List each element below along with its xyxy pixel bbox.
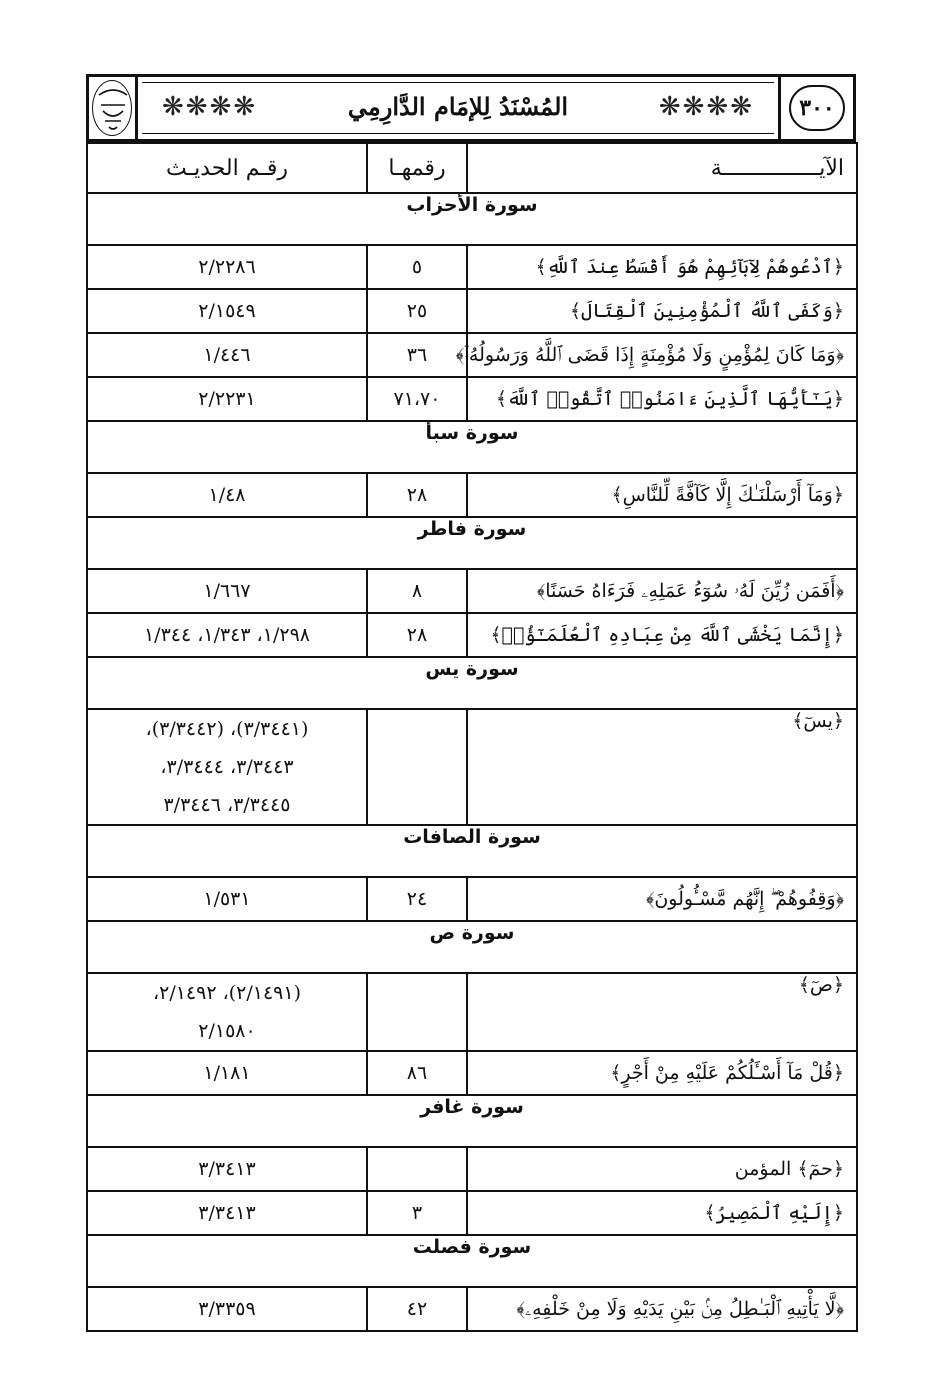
hadith-number-cell: ٣/٣٣٥٩ xyxy=(87,1287,367,1331)
ayah-number-cell: ٢٥ xyxy=(367,289,467,333)
ayah-number-cell xyxy=(367,1147,467,1191)
hadith-number-cell: ١/٦٦٧ xyxy=(87,569,367,613)
ayah-number-cell xyxy=(367,709,467,825)
table-row xyxy=(87,333,857,377)
hadith-number-cell: ٢/٢٢٣١ xyxy=(87,377,367,421)
table-row xyxy=(87,709,857,825)
logo-box xyxy=(86,74,138,142)
page-number-medallion xyxy=(789,85,845,131)
hadith-reference-line: ٣/٣٤٤٥، ٣/٣٤٤٦ xyxy=(163,794,291,816)
surah-heading-row xyxy=(87,517,857,569)
hadith-number-cell: ١/٤٤٦ xyxy=(87,333,367,377)
ayah-cell: ﴿وَكَفَى ٱللَّهُ ٱلْمُؤْمِنِينَ ٱلْقِتَالَ﴾ xyxy=(467,289,857,333)
ayah-number-cell: ٤٢ xyxy=(367,1287,467,1331)
table-row xyxy=(87,613,857,657)
ayah-number-cell: ٢٤ xyxy=(367,877,467,921)
surah-heading: سورة ص xyxy=(87,921,857,973)
ayah-cell: ﴿حمٓ﴾ المؤمن xyxy=(467,1147,857,1191)
surah-heading: سورة الصافات xyxy=(87,825,857,877)
hadith-number-cell: ٢/٢٢٨٦ xyxy=(87,245,367,289)
ayah-cell: ﴿لَّا يَأْتِيهِ ٱلْبَـٰطِلُ مِنۢ بَيْنِ يَدَيْهِ وَلَا مِنْ خَلْفِهِۦ﴾ xyxy=(467,1287,857,1331)
hadith-reference-line: ٣/٣٤٤٣، ٣/٣٤٤٤، xyxy=(160,756,294,778)
table-row xyxy=(87,877,857,921)
surah-heading-row xyxy=(87,1235,857,1287)
table-row xyxy=(87,473,857,517)
table-row xyxy=(87,569,857,613)
surah-heading: سورة الأحزاب xyxy=(87,193,857,245)
ayah-number-cell: ٧١،٧٠ xyxy=(367,377,467,421)
header-ayah: الآيـــــــــــــــة xyxy=(467,143,857,193)
running-title: المُسْنَدُ لِلإمَام الدَّارِمِي xyxy=(347,92,569,121)
ayah-cell: ﴿وَمَا كَانَ لِمُؤْمِنٍ وَلَا مُؤْمِنَةٍ إِذَا قَضَى ٱللَّهُ وَرَسُولُهُۥٓ﴾ xyxy=(467,333,857,377)
hadith-number-cell: ١/٢٩٨، ١/٣٤٣، ١/٣٤٤ xyxy=(87,613,367,657)
header-ayah-number: رقمهـا xyxy=(367,143,467,193)
hadith-reference-line: (٢/١٤٩١)، ٢/١٤٩٢، xyxy=(152,982,302,1004)
table-row xyxy=(87,1287,857,1331)
table-row xyxy=(87,1051,857,1095)
surah-heading-row xyxy=(87,1095,857,1147)
ayah-cell: ﴿وَمَآ أَرْسَلْنَـٰكَ إِلَّا كَآفَّةً لِّلنَّاسِ﴾ xyxy=(467,473,857,517)
hadith-number-cell xyxy=(87,709,367,825)
hadith-number-cell: ١/١٨١ xyxy=(87,1051,367,1095)
hadith-number-cell: ٣/٣٤١٣ xyxy=(87,1147,367,1191)
ayah-cell: ﴿أَفَمَن زُيِّنَ لَهُۥ سُوٓءُ عَمَلِهِۦ فَرَءَاهُ حَسَنًا﴾ xyxy=(467,569,857,613)
ayah-cell: ﴿إِنَّمَا يَخْشَى ٱللَّهَ مِنْ عِبَادِهِ ٱلْعُلَمَـٰٓؤُا۟﴾ xyxy=(467,613,857,657)
surah-heading: سورة فصلت xyxy=(87,1235,857,1287)
hadith-number-cell: ١/٥٣١ xyxy=(87,877,367,921)
ayah-number-cell: ٣٦ xyxy=(367,333,467,377)
ayah-cell: ﴿ٱدْعُوهُمْ لِآبَآئِهِمْ هُوَ أَقْسَطُ عِندَ ٱللَّهِ﴾ xyxy=(467,245,857,289)
table-row xyxy=(87,377,857,421)
header-title-band xyxy=(138,74,778,142)
ayah-number-cell: ٣ xyxy=(367,1191,467,1235)
page-number: ٣٠٠ xyxy=(799,95,835,121)
ayah-number-cell: ٥ xyxy=(367,245,467,289)
ayah-cell: ﴿يسٓ﴾ xyxy=(467,709,857,825)
ayah-cell: ﴿صٓ﴾ xyxy=(467,973,857,1051)
quran-verse-index-table xyxy=(86,142,858,1332)
table-row xyxy=(87,289,857,333)
surah-heading-row xyxy=(87,825,857,877)
surah-heading-row xyxy=(87,921,857,973)
hadith-number-cell: ١/٤٨ xyxy=(87,473,367,517)
page-number-box xyxy=(778,74,856,142)
table-row xyxy=(87,245,857,289)
table-row xyxy=(87,973,857,1051)
ayah-number-cell: ٨ xyxy=(367,569,467,613)
surah-heading: سورة فاطر xyxy=(87,517,857,569)
ayah-cell: ﴿إِلَيْهِ ٱلْمَصِيرُ﴾ xyxy=(467,1191,857,1235)
surah-heading: سورة يس xyxy=(87,657,857,709)
surah-heading: سورة غافر xyxy=(87,1095,857,1147)
table-row xyxy=(87,1147,857,1191)
ayah-number-cell xyxy=(367,973,467,1051)
table-header-row xyxy=(87,143,857,193)
ornament-left: ❋❋❋❋ xyxy=(162,92,258,122)
ayah-cell: ﴿يَـٰٓأَيُّهَا ٱلَّذِينَ ءَامَنُوا۟ ٱتَّقُوا۟ ٱللَّهَ﴾ xyxy=(467,377,857,421)
hadith-number-cell: ٢/١٥٤٩ xyxy=(87,289,367,333)
book-seal-logo xyxy=(92,80,132,136)
ayah-cell: ﴿وَقِفُوهُمْ ۖ إِنَّهُم مَّسْـُٔولُونَ﴾ xyxy=(467,877,857,921)
table-row xyxy=(87,1191,857,1235)
surah-heading-row xyxy=(87,193,857,245)
ayah-cell: ﴿قُلْ مَآ أَسْـَٔلُكُمْ عَلَيْهِ مِنْ أَجْرٍ﴾ xyxy=(467,1051,857,1095)
ornament-right: ❋❋❋❋ xyxy=(658,92,754,122)
ayah-number-cell: ٢٨ xyxy=(367,613,467,657)
page-header xyxy=(86,74,856,142)
hadith-number-cell xyxy=(87,973,367,1051)
header-hadith-number: رقـم الحديـث xyxy=(87,143,367,193)
ayah-number-cell: ٢٨ xyxy=(367,473,467,517)
ayah-number-cell: ٨٦ xyxy=(367,1051,467,1095)
surah-heading: سورة سبأ xyxy=(87,421,857,473)
hadith-reference-line: ٢/١٥٨٠ xyxy=(198,1020,256,1042)
surah-heading-row xyxy=(87,421,857,473)
surah-heading-row xyxy=(87,657,857,709)
hadith-reference-line: (٣/٣٤٤١)، (٣/٣٤٤٢)، xyxy=(145,718,309,740)
hadith-number-cell: ٣/٣٤١٣ xyxy=(87,1191,367,1235)
seal-calligraphy-icon xyxy=(93,81,132,136)
title-cartouche xyxy=(293,85,623,129)
